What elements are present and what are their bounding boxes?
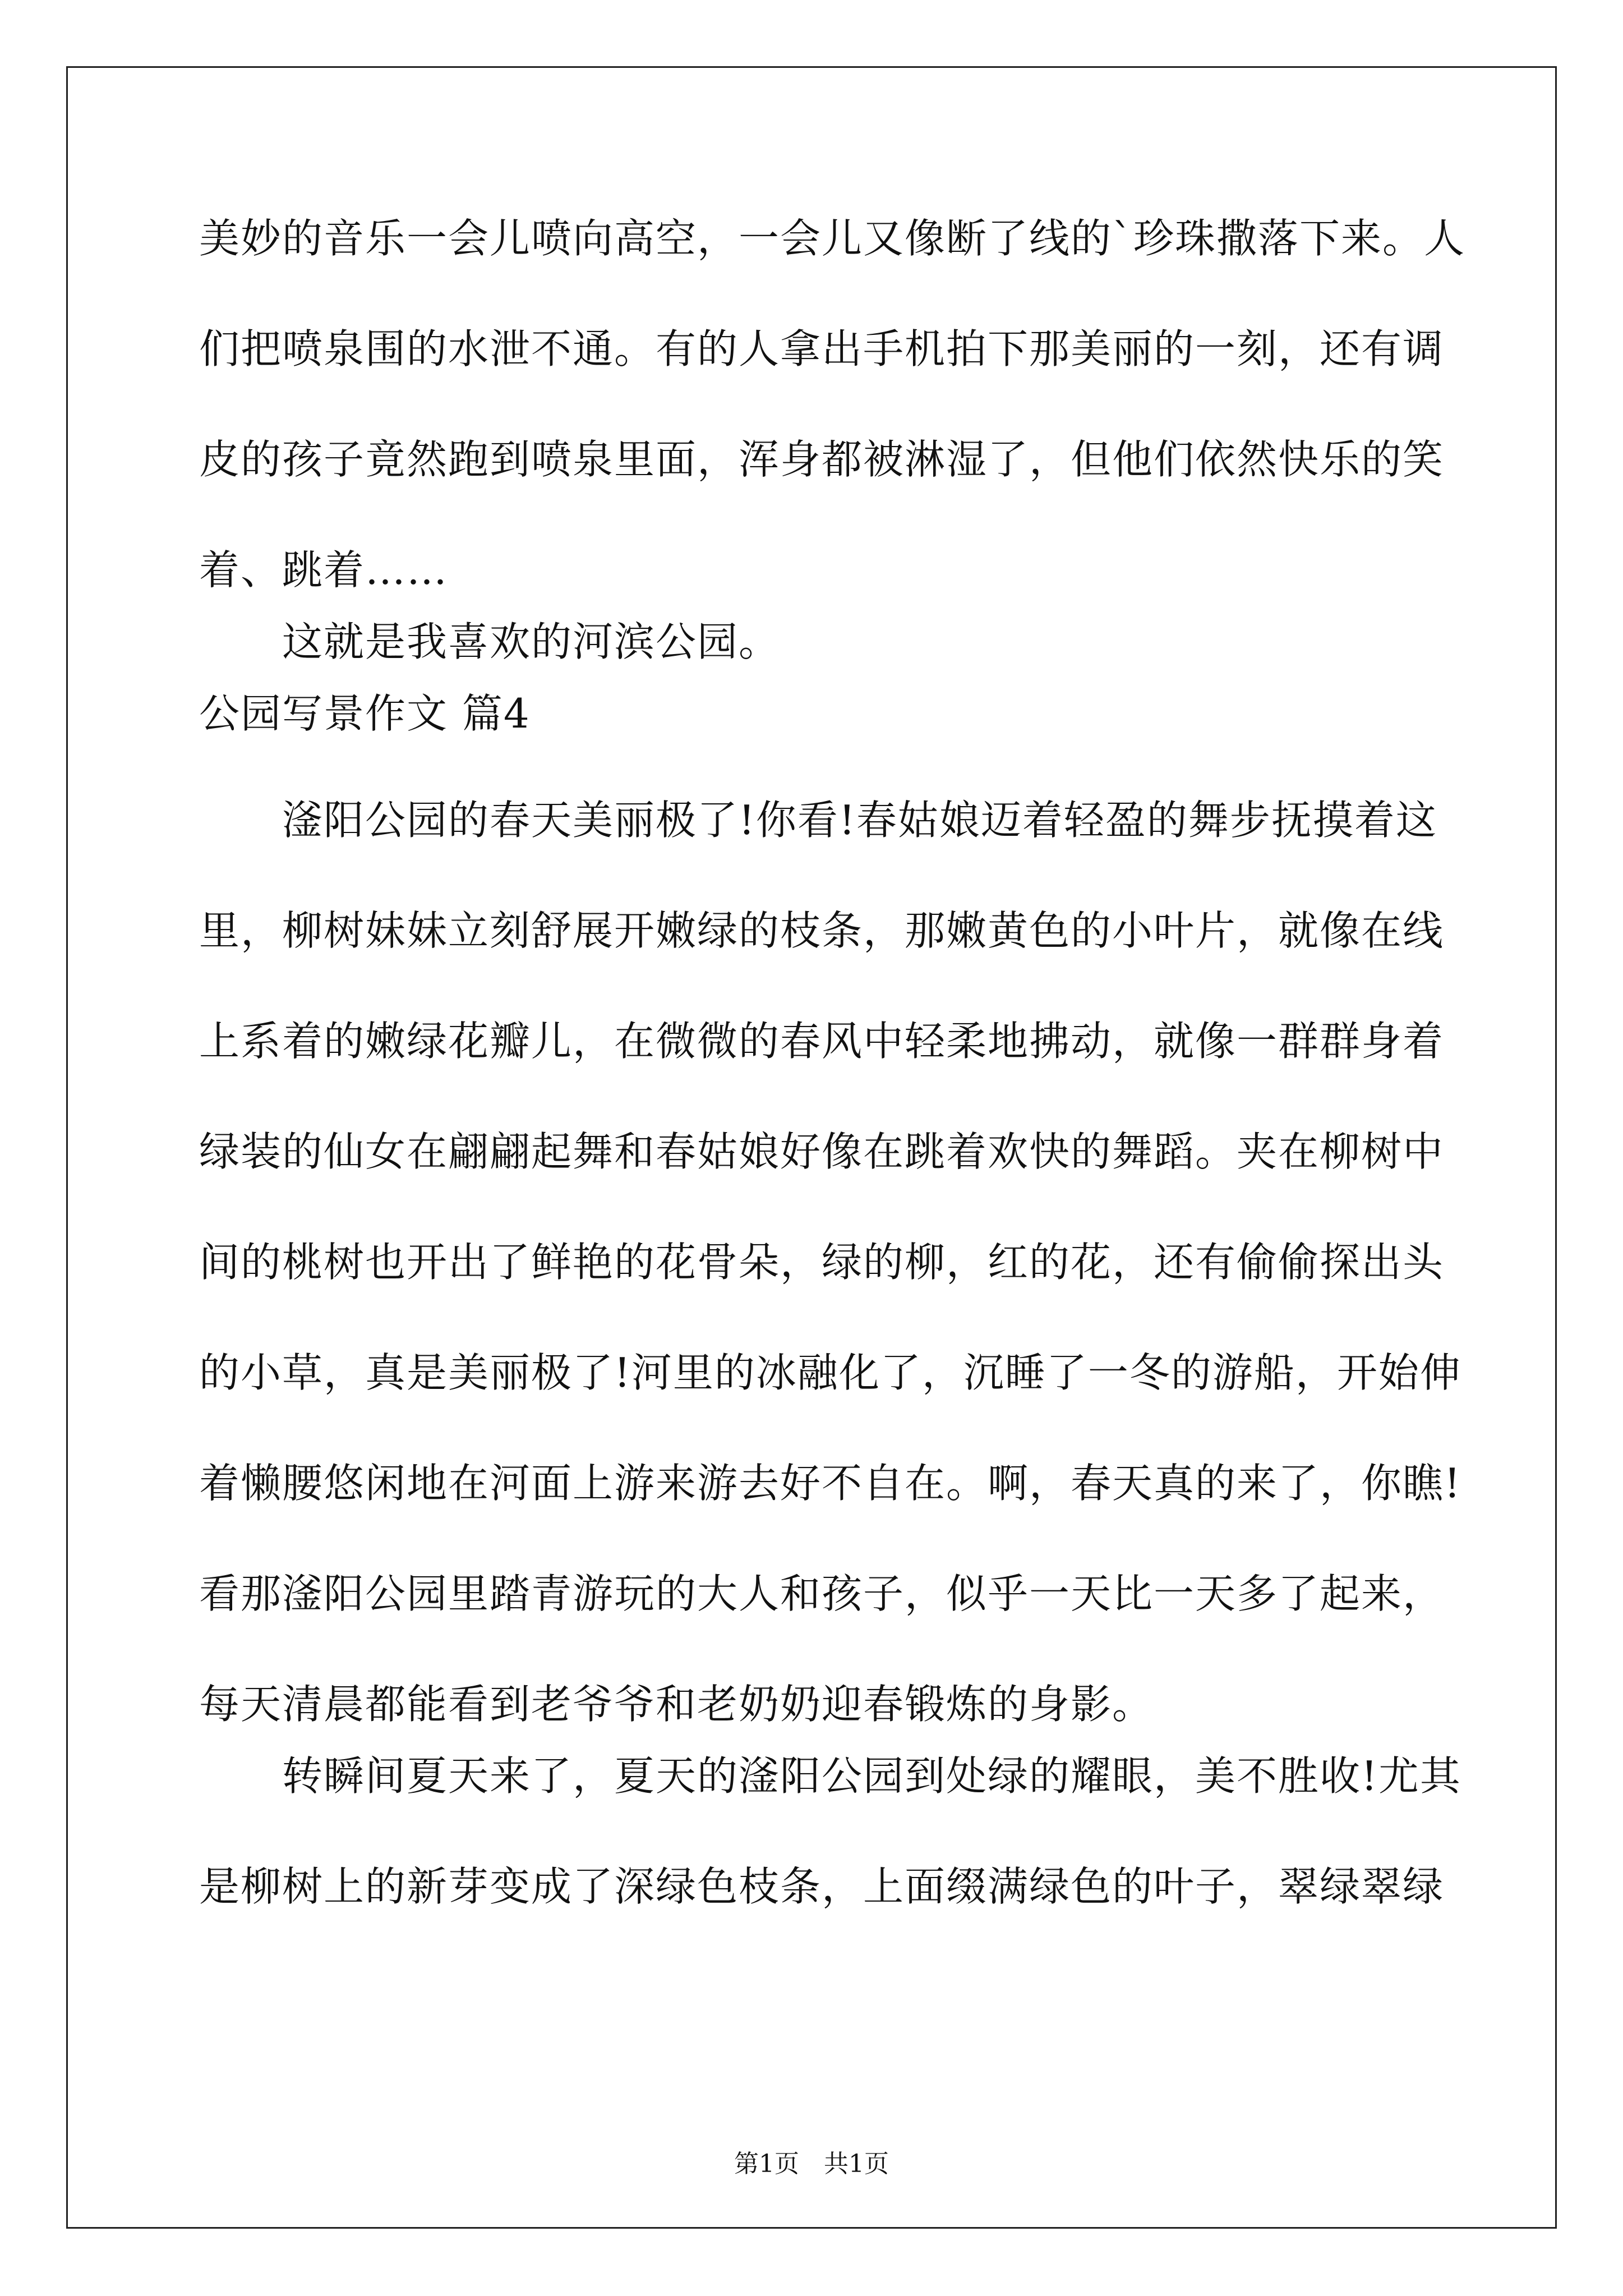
document-body [199, 213, 1466, 1933]
page-footer: 第1页 共1页 [734, 2150, 889, 2178]
paragraph-line: 绿装的仙女在翩翩起舞和春姑娘好像在跳着欢快的舞蹈。夹在柳树中 [199, 1128, 1445, 1175]
paragraph-line: 的小草，真是美丽极了!河里的冰融化了，沉睡了一冬的游船，开始伸 [199, 1349, 1461, 1396]
paragraph-line: 每天清晨都能看到老爷爷和老奶奶迎春锻炼的身影。 [199, 1681, 1154, 1728]
section-heading: 公园写景作文 篇4 [199, 690, 531, 737]
paragraph-line: 皮的孩子竟然跑到喷泉里面，浑身都被淋湿了，但他们依然快乐的笑 [199, 436, 1445, 483]
paragraph-line: 上系着的嫩绿花瓣儿，在微微的春风中轻柔地拂动，就像一群群身着 [199, 1018, 1445, 1065]
paragraph-line: 间的桃树也开出了鲜艳的花骨朵，绿的柳，红的花，还有偷偷探出头 [199, 1239, 1445, 1286]
paragraph-line: 着、跳着…… [199, 546, 449, 593]
paragraph-line: 转瞬间夏天来了，夏天的滏阳公园到处绿的耀眼，美不胜收!尤其 [282, 1752, 1461, 1800]
paragraph-line: 们把喷泉围的水泄不通。有的人拿出手机拍下那美丽的一刻，还有调 [199, 325, 1445, 372]
paragraph-line: 美妙的音乐一会儿喷向高空，一会儿又像断了线的`珍珠撒落下来。人 [199, 215, 1466, 262]
paragraph-line: 滏阳公园的春天美丽极了!你看!春姑娘迈着轻盈的舞步抚摸着这 [282, 797, 1437, 844]
paragraph-line: 看那滏阳公园里踏青游玩的大人和孩子，似乎一天比一天多了起来， [199, 1570, 1445, 1617]
paragraph-line: 着懒腰悠闲地在河面上游来游去好不自在。啊，春天真的来了，你瞧! [199, 1460, 1461, 1507]
paragraph-line: 是柳树上的新芽变成了深绿色枝条，上面缀满绿色的叶子，翠绿翠绿 [199, 1863, 1445, 1910]
paragraph-line: 里，柳树妹妹立刻舒展开嫩绿的枝条，那嫩黄色的小叶片，就像在线 [199, 907, 1445, 954]
paragraph-line: 这就是我喜欢的河滨公园。 [282, 618, 781, 665]
